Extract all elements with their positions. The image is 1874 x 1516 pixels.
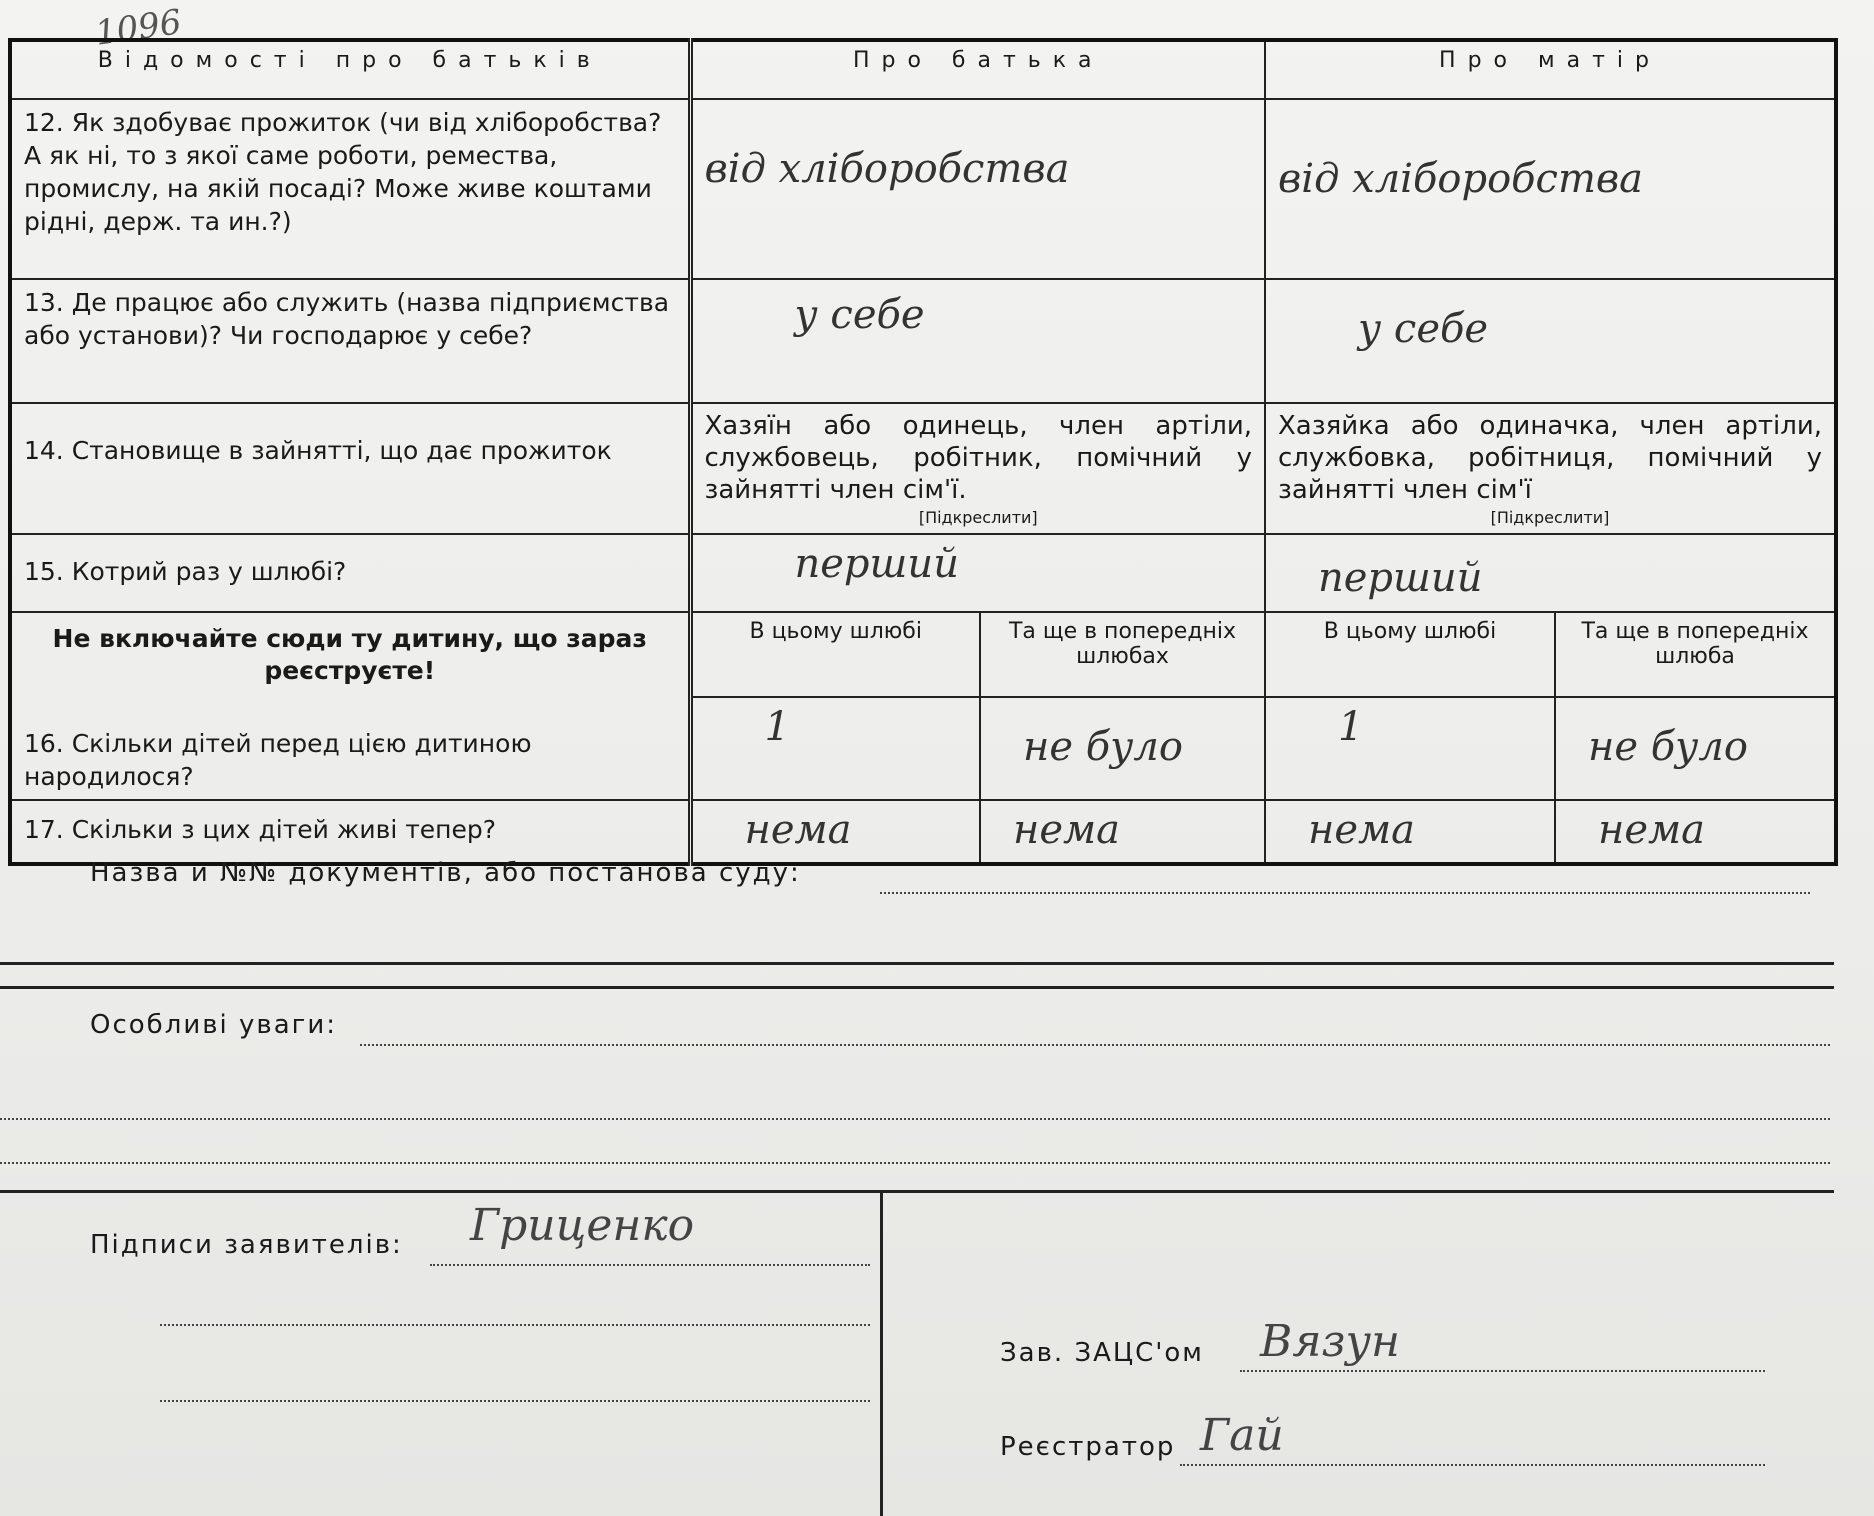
handwriting: не було bbox=[1023, 724, 1183, 771]
table-header-row bbox=[10, 40, 1836, 99]
answer-15-father bbox=[690, 534, 1265, 612]
answer-16-father-this bbox=[690, 697, 980, 800]
head-label: Зав. ЗАЦС'ом bbox=[1000, 1338, 1204, 1368]
header-father: Про батька bbox=[690, 40, 1265, 99]
applicant-signature: Гриценко bbox=[470, 1200, 695, 1251]
applicant-dotted-line bbox=[430, 1264, 870, 1266]
answer-17-mother-prev bbox=[1555, 800, 1836, 864]
answer-12-mother bbox=[1265, 99, 1836, 279]
question-15: 15. Котрий раз у шлюбі? bbox=[10, 534, 690, 612]
underline-note: [Підкреслити] bbox=[1490, 508, 1610, 527]
question-17: 17. Скільки з цих дітей живі тепер? bbox=[10, 800, 690, 864]
row-q13 bbox=[10, 279, 1836, 403]
head-dotted-line bbox=[1240, 1370, 1765, 1372]
header-parents: Відомості про батьків bbox=[10, 40, 690, 99]
separator-rule bbox=[0, 1190, 1834, 1193]
answer-13-father bbox=[690, 279, 1265, 403]
handwriting: перший bbox=[794, 541, 959, 587]
answer-16-father-prev bbox=[980, 697, 1265, 800]
handwriting: нема bbox=[1308, 807, 1416, 853]
handwriting: 1 bbox=[764, 704, 790, 751]
row-q15 bbox=[10, 534, 1836, 612]
registrar-dotted-line bbox=[1180, 1464, 1765, 1466]
handwriting: нема bbox=[1598, 807, 1706, 853]
archive-number: 1096 bbox=[92, 2, 184, 54]
registrar-label: Реєстратор bbox=[1000, 1432, 1176, 1462]
answer-17-mother-this bbox=[1265, 800, 1555, 864]
handwriting: 1 bbox=[1338, 704, 1364, 751]
row-q12 bbox=[10, 99, 1836, 279]
question-16: 16. Скільки дітей перед цією дитиною народилося? bbox=[24, 729, 532, 791]
question-14: 14. Становище в зайнятті, що дає прожиток bbox=[10, 403, 690, 534]
answer-15-mother bbox=[1265, 534, 1836, 612]
options-mother: Хазяйка або одиначка, член артіли, службовка, робітниця, помічний у зайнятті член сім'ї bbox=[1278, 411, 1822, 505]
underline-note: [Підкреслити] bbox=[918, 508, 1038, 527]
remarks-label: Особливі уваги: bbox=[90, 1010, 337, 1040]
separator-rule bbox=[0, 986, 1834, 989]
answer-14-mother bbox=[1265, 403, 1836, 534]
handwriting: у себе bbox=[794, 292, 925, 338]
documents-dotted-line bbox=[880, 892, 1810, 894]
children-note: Не включайте сюди ту дитину, що зараз реєструєте! bbox=[52, 624, 647, 685]
handwriting: нема bbox=[1013, 807, 1121, 853]
answer-16-mother-prev bbox=[1555, 697, 1836, 800]
subheader-father-this: В цьому шлюбі bbox=[690, 612, 980, 697]
handwriting: нема bbox=[744, 807, 852, 853]
answer-12-father bbox=[690, 99, 1265, 279]
answer-14-father bbox=[690, 403, 1265, 534]
head-signature: Вязун bbox=[1260, 1316, 1400, 1367]
options-father: Хазяїн або одинець, член артіли, службовець, робітник, помічний у зайнятті член сім'ї. bbox=[704, 411, 1252, 505]
registrar-signature: Гай bbox=[1200, 1410, 1284, 1461]
signature-divider bbox=[880, 1190, 883, 1516]
parents-info-table bbox=[8, 38, 1838, 866]
remarks-dotted-line bbox=[0, 1162, 1830, 1164]
answer-16-mother-this bbox=[1265, 697, 1555, 800]
remarks-dotted-line bbox=[360, 1044, 1830, 1046]
question-13: 13. Де працює або служить (назва підприємства або установи)? Чи господарює у себе? bbox=[10, 279, 690, 403]
handwriting: перший bbox=[1318, 555, 1483, 601]
row-q14 bbox=[10, 403, 1836, 534]
handwriting: від хліборобства bbox=[704, 146, 1070, 192]
applicant-dotted-line bbox=[160, 1324, 870, 1326]
answer-17-father-this bbox=[690, 800, 980, 864]
applicant-dotted-line bbox=[160, 1400, 870, 1402]
subheader-father-prev: Та ще в попередніх шлюбах bbox=[980, 612, 1265, 697]
remarks-dotted-line bbox=[0, 1118, 1830, 1120]
subheader-mother-prev: Та ще в попередніх шлюба bbox=[1555, 612, 1836, 697]
answer-13-mother bbox=[1265, 279, 1836, 403]
answer-17-father-prev bbox=[980, 800, 1265, 864]
subheader-mother-this: В цьому шлюбі bbox=[1265, 612, 1555, 697]
row-children-header bbox=[10, 612, 1836, 697]
children-question-block bbox=[10, 612, 690, 800]
handwriting: від хліборобства bbox=[1278, 156, 1644, 202]
question-12: 12. Як здобуває прожиток (чи від хліборобства? А як ні, то з якої саме роботи, ремества, промислу, на якій посаді? Може живе коштами рідні, держ. та ин.?) bbox=[10, 99, 690, 279]
header-mother: Про матір bbox=[1265, 40, 1836, 99]
separator-rule bbox=[0, 962, 1834, 965]
handwriting: у себе bbox=[1358, 306, 1489, 352]
handwriting: не було bbox=[1588, 724, 1748, 771]
signatures-label: Підписи заявителів: bbox=[90, 1230, 403, 1260]
documents-label: Назва и №№ документів, або постанова суду: bbox=[90, 858, 801, 888]
row-q17 bbox=[10, 800, 1836, 864]
